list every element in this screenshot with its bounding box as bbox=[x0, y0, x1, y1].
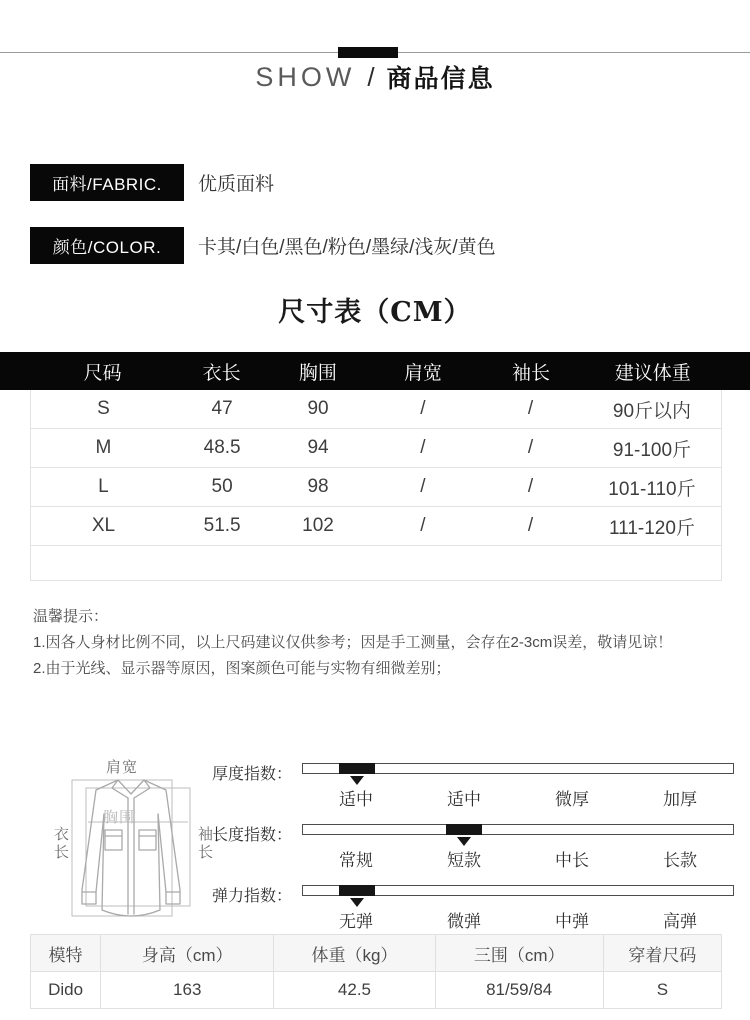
model-col-header: 身高（cm） bbox=[101, 935, 274, 972]
model-table-header-row bbox=[31, 935, 722, 972]
size-chart-body bbox=[30, 390, 722, 581]
size-cell: 51.5 bbox=[203, 515, 241, 536]
size-row-empty bbox=[31, 546, 721, 581]
brand-text: SHOW bbox=[255, 61, 356, 92]
thickness-index-row bbox=[212, 753, 734, 810]
size-cell: 90斤以内 bbox=[612, 400, 692, 422]
model-table-row bbox=[31, 972, 722, 1009]
size-cell: XL bbox=[91, 515, 116, 536]
size-cell: S bbox=[97, 398, 110, 419]
note-line-1: 1.因各人身材比例不同，以上尺码建议仅供参考；因是手工测量，会存在2-3cm误差，敬请见谅！ bbox=[33, 634, 673, 651]
slider-fill bbox=[446, 824, 482, 835]
size-col-header: 衣长 bbox=[202, 362, 241, 384]
size-cell: 111-120斤 bbox=[609, 517, 695, 539]
size-cell: 48.5 bbox=[203, 437, 241, 458]
model-cell: 42.5 bbox=[274, 972, 435, 1009]
stretch-index-row bbox=[212, 875, 734, 932]
slider-option: 中长 bbox=[555, 851, 589, 870]
size-cell: / bbox=[420, 398, 426, 419]
size-row-l bbox=[31, 468, 721, 507]
notes-block bbox=[33, 604, 672, 682]
stretch-index-slider bbox=[302, 875, 734, 932]
size-cell: 94 bbox=[307, 437, 329, 458]
heading-separator: / bbox=[367, 61, 375, 92]
model-cell: 163 bbox=[101, 972, 274, 1009]
slider-option: 微弹 bbox=[447, 912, 481, 931]
model-col-header: 体重（kg） bbox=[274, 935, 435, 972]
color-value: 卡其/白色/黑色/粉色/墨绿/浅灰/黄色 bbox=[198, 237, 496, 258]
shoulder-width-label: 肩宽 bbox=[106, 759, 139, 776]
size-cell: 98 bbox=[307, 476, 329, 497]
marker-triangle-icon bbox=[350, 898, 364, 907]
size-cell: 47 bbox=[211, 398, 233, 419]
slider-option: 常规 bbox=[339, 851, 373, 870]
size-row-s bbox=[31, 390, 721, 429]
model-cell: S bbox=[603, 972, 721, 1009]
size-col-header: 袖长 bbox=[511, 362, 550, 384]
slider-option: 短款 bbox=[447, 851, 481, 870]
shirt-measure-diagram bbox=[38, 742, 223, 927]
model-col-header: 三围（cm） bbox=[435, 935, 603, 972]
size-cell: 91-100斤 bbox=[612, 439, 692, 461]
model-col-header: 穿着尺码 bbox=[603, 935, 721, 972]
slider-track bbox=[302, 763, 734, 774]
length-index-label: 长度指数： bbox=[212, 827, 293, 844]
size-cell: 102 bbox=[302, 515, 334, 536]
size-row-xl bbox=[31, 507, 721, 546]
size-cell: 50 bbox=[211, 476, 233, 497]
fabric-row bbox=[30, 164, 274, 201]
slider-option: 加厚 bbox=[663, 790, 697, 809]
size-chart-title: 尺寸表（CM） bbox=[278, 297, 472, 328]
size-cell: / bbox=[527, 515, 534, 536]
slider-options bbox=[302, 907, 734, 932]
size-col-header: 建议体重 bbox=[614, 362, 691, 384]
bust-label: 胸围 bbox=[103, 809, 136, 826]
slider-fill bbox=[339, 763, 375, 774]
length-index-row bbox=[212, 814, 734, 871]
fabric-value: 优质面料 bbox=[198, 174, 275, 195]
size-col-header: 肩宽 bbox=[404, 362, 443, 384]
size-cell: L bbox=[98, 476, 109, 497]
size-row-m bbox=[31, 429, 721, 468]
thickness-index-slider bbox=[302, 753, 734, 810]
length-index-slider bbox=[302, 814, 734, 871]
model-col-header: 模特 bbox=[31, 935, 101, 972]
slider-track bbox=[302, 824, 734, 835]
slider-option: 适中 bbox=[447, 790, 481, 809]
marker-triangle-icon bbox=[350, 776, 364, 785]
slider-fill bbox=[339, 885, 375, 896]
note-line-2: 2.由于光线、显示器等原因，图案颜色可能与实物有细微差别； bbox=[33, 660, 451, 677]
size-cell: / bbox=[527, 476, 534, 497]
size-chart-header bbox=[0, 352, 750, 390]
size-cell: 90 bbox=[307, 398, 329, 419]
size-col-header: 胸围 bbox=[298, 362, 337, 384]
section-heading bbox=[0, 60, 750, 94]
size-col-header: 尺码 bbox=[83, 362, 122, 384]
top-divider-accent-bar bbox=[338, 47, 398, 58]
garment-length-label: 衣长 bbox=[52, 826, 69, 862]
model-cell: 81/59/84 bbox=[435, 972, 603, 1009]
stretch-index-label: 弹力指数： bbox=[212, 888, 293, 905]
fabric-label-box: 面料/FABRIC. bbox=[30, 164, 184, 201]
slider-options bbox=[302, 846, 734, 871]
size-cell: / bbox=[527, 437, 534, 458]
color-label-box: 颜色/COLOR. bbox=[30, 227, 184, 264]
sleeve-length-label: 袖长 bbox=[196, 826, 213, 862]
slider-option: 无弹 bbox=[339, 912, 373, 931]
notes-title: 温馨提示： bbox=[33, 608, 109, 625]
slider-option: 适中 bbox=[339, 790, 373, 809]
model-cell: Dido bbox=[31, 972, 101, 1009]
page-title: 商品信息 bbox=[386, 65, 495, 93]
color-row bbox=[30, 227, 496, 264]
index-sliders bbox=[212, 753, 734, 936]
size-cell: / bbox=[420, 515, 426, 536]
marker-triangle-icon bbox=[457, 837, 471, 846]
model-info-table bbox=[30, 934, 722, 1009]
slider-option: 微厚 bbox=[555, 790, 589, 809]
slider-option: 高弹 bbox=[663, 912, 697, 931]
slider-options bbox=[302, 785, 734, 810]
size-cell: 101-110斤 bbox=[608, 478, 696, 500]
slider-track bbox=[302, 885, 734, 896]
size-cell: / bbox=[527, 398, 534, 419]
thickness-index-label: 厚度指数： bbox=[212, 766, 293, 783]
size-cell: / bbox=[420, 437, 426, 458]
slider-option: 长款 bbox=[663, 851, 697, 870]
size-cell: / bbox=[420, 476, 426, 497]
size-cell: M bbox=[95, 437, 112, 458]
slider-option: 中弹 bbox=[555, 912, 589, 931]
